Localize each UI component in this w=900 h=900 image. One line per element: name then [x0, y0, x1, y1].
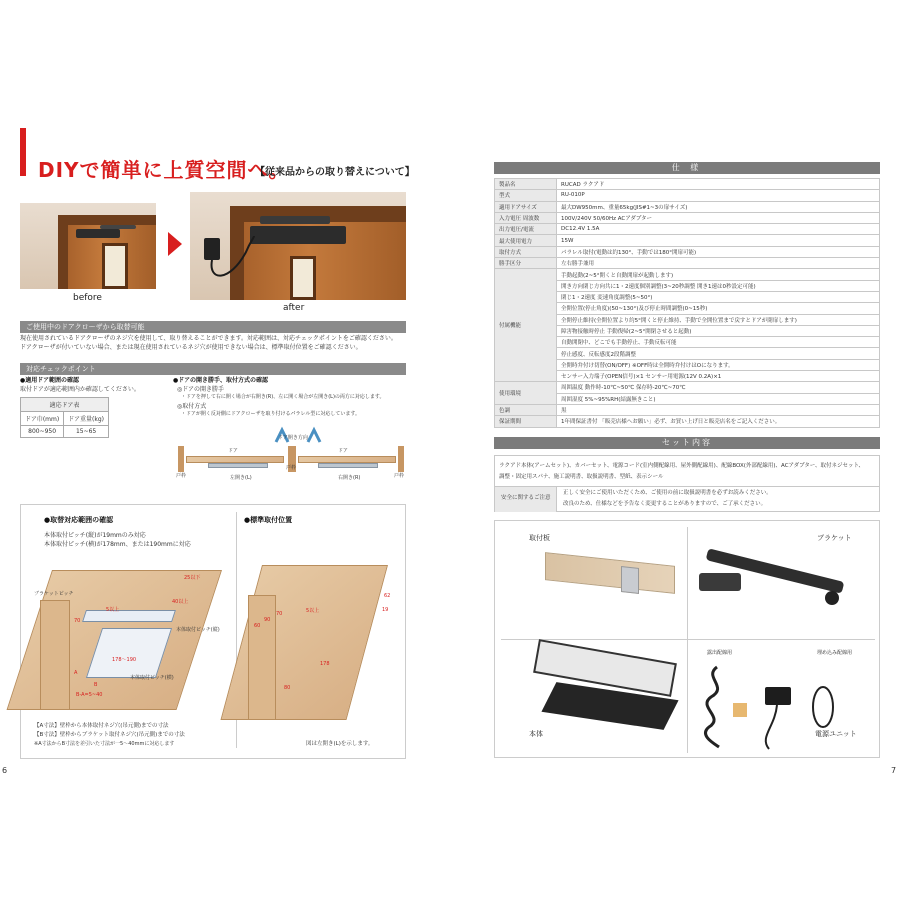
- before-label: before: [73, 293, 102, 303]
- spec-key: 製品名: [495, 179, 557, 190]
- replace-range-title: ●取替対応範囲の確認: [44, 516, 114, 524]
- spec-value: センサー入力端子(OPEN信号)×1 センサー用電源(12V 0.2A)×1: [557, 371, 880, 382]
- note-c: ※A寸法からB寸法を差引いた寸法が一5～40mmに対応します: [34, 741, 175, 747]
- right-open-label: 右開き(R): [338, 475, 361, 481]
- power-cord-icon: [689, 657, 879, 757]
- spec-value: 15W: [557, 235, 880, 246]
- safety-line-2: 改良のため、仕様などを予告なく変更することがありますので、ご了承ください。: [563, 501, 767, 507]
- dim-178-190: 178～190: [112, 657, 137, 663]
- spec-value: RUCAD ラクアド: [557, 179, 880, 190]
- usage-text-2: ドアクローザが付いていない場合、または現在使用されているネジ穴が使用できない場合は、標準取付位置をご確認ください。: [20, 344, 362, 351]
- door-weight-col: ドア重量(kg): [64, 412, 109, 426]
- bracket-label: ブラケット: [817, 534, 852, 542]
- door-range-title: ●適用ドア範囲の確認: [20, 377, 80, 384]
- set-line-2: 調整・固定用スパナ、施工説明書、取扱説明書、型紙、表示シール: [499, 474, 664, 480]
- spec-row: [495, 416, 880, 427]
- hand-title: ◎ドアの開き勝手: [177, 386, 225, 393]
- before-photo: [20, 203, 156, 289]
- frame-label-1: 戸枠: [176, 473, 187, 479]
- spec-key: 勝手区分: [495, 258, 557, 269]
- spec-key: 入力電圧 周波数: [495, 212, 557, 223]
- replacement-diagram: [34, 570, 224, 710]
- spec-value: 自動開閉中、どこでも手動停止、手動反転可能: [557, 337, 880, 348]
- bracket-pitch-label: ブラケットピッチ: [34, 591, 74, 597]
- spec-value: 閉じ1・2速度 変速角度調整(5~50°): [557, 291, 880, 302]
- usage-heading: ご使用中のドアクローザから取替可能: [20, 321, 406, 333]
- page-title: DIYで簡単に上質空間へ。: [38, 158, 290, 182]
- door-table-header: 適応ドア表: [21, 398, 109, 412]
- frame-label-2: 戸枠: [286, 465, 297, 471]
- page-number-right: 7: [891, 766, 897, 775]
- surface-wiring-label: 露出配線用: [707, 650, 733, 656]
- embedded-wiring-label: 埋め込み配線用: [817, 650, 853, 656]
- spec-key: 保証期間: [495, 416, 557, 427]
- spec-row: [495, 269, 880, 280]
- spec-row: [495, 404, 880, 415]
- spec-value: 全開時弁付け切替(ON/OFF) ※OFF時は全開時弁付けはOになります。: [557, 359, 880, 370]
- dim-b: B: [94, 682, 98, 688]
- spec-row: [495, 212, 880, 223]
- frame-label-3: 戸枠: [394, 473, 405, 479]
- push-direction-label: ドア開き方向: [278, 435, 308, 441]
- set-heading: セット内容: [494, 437, 880, 449]
- mount-plate-image: [545, 552, 675, 594]
- spec-value: パラレル取付(電動は約130°、手動では180°開扉可能): [557, 246, 880, 257]
- door-weight-value: 15~65: [64, 426, 109, 438]
- after-label: after: [283, 303, 305, 313]
- spec-key: 最大使用電力: [495, 235, 557, 246]
- std-dim-62: 62: [384, 593, 391, 599]
- spec-value: 左右勝手兼用: [557, 258, 880, 269]
- std-dim-19: 19: [382, 607, 389, 613]
- page-subtitle: 【従来品からの取り替えについて】: [255, 167, 415, 178]
- standard-position-title: ●標準取付位置: [244, 516, 293, 524]
- door-range-text: 取付ドアが適応範囲内か確認してください。: [20, 386, 140, 393]
- door-label-right: ドア: [338, 448, 348, 454]
- spec-row: [495, 179, 880, 190]
- spec-row: [495, 235, 880, 246]
- spec-table: [494, 178, 880, 428]
- power-unit-label: 電源ユニット: [815, 730, 857, 738]
- spec-key: 取付方式: [495, 246, 557, 257]
- cable-icon: [190, 192, 406, 300]
- spec-value: RU-010P: [557, 190, 880, 201]
- set-line-1: ラクアド本体(アームセット)、カバーセット、電源コード(室内側配線用、屋外側配線用)、配線BOX(外部配線用)、ACアダプター、取付ネジセット、: [499, 463, 865, 469]
- dim-5: 5以上: [106, 607, 120, 613]
- standard-note: 図は左開き(L)を示します。: [306, 741, 374, 747]
- spec-value: 開き方向閉じ方向共に1・2速度個別調整(3~20秒調整 開き1速は0秒設定可能): [557, 280, 880, 291]
- spec-row: [495, 224, 880, 235]
- after-photo: [190, 192, 406, 300]
- spec-value: 100V/240V 50/60Hz ACアダプター: [557, 212, 880, 223]
- replace-line-2: 本体取付ピッチ(横)が178mm、または190mmに対応: [44, 541, 191, 548]
- title-accent-bar: [20, 128, 26, 176]
- spec-value: 停止感度、反転感度2段階調整: [557, 348, 880, 359]
- dim-25: 25以下: [184, 575, 201, 581]
- body-pitch-v-label: 本体取付ピッチ(縦): [176, 627, 220, 633]
- door-width-value: 800~950: [21, 426, 64, 438]
- spec-key: 色調: [495, 404, 557, 415]
- std-dim-90: 90: [264, 617, 271, 623]
- door-opening-diagram: [178, 426, 406, 486]
- dim-40: 40以上: [172, 599, 189, 605]
- left-open-label: 左開き(L): [230, 475, 252, 481]
- replace-line-1: 本体取付ピッチ(縦)が19mmのみ対応: [44, 532, 146, 539]
- spec-value: 障害物接触時停止 手動復帰(2~5°開閉させると起動): [557, 325, 880, 336]
- usage-text-1: 現在使用されているドアクローザのネジ穴を使用して、取り替えることができます。対応範囲は、対応チェックポイントをご確認ください。: [20, 335, 397, 342]
- opening-title: ●ドアの開き勝手、取付方式の確認: [173, 377, 269, 384]
- spec-value: 全開位置(停止角度)(50~130°)及び停止時間調整(0~15秒): [557, 303, 880, 314]
- std-dim-70: 70: [276, 611, 283, 617]
- mount-title: ◎取付方式: [177, 403, 207, 410]
- spec-value: 手動起動(2~5°開くと自動開扉が起動します): [557, 269, 880, 280]
- mount-plate-label: 取付板: [529, 534, 550, 542]
- dim-70: 70: [74, 618, 81, 624]
- body-pitch-h-label: 本体取付ピッチ(横): [130, 675, 174, 681]
- body-label: 本体: [529, 730, 543, 738]
- spec-value: 1年間保証書付 「販売店様へお願い」必ず、お買い上げ日と販売店名をご記入ください。: [557, 416, 880, 427]
- safety-line-1: 正しく安全にご使用いただくため、ご使用の前に取扱説明書を必ずお読みください。: [563, 490, 772, 496]
- spec-heading: 仕 様: [494, 162, 880, 174]
- spec-value: 周囲温度 動作時-10℃~50℃ 保存時-20℃~70℃: [557, 382, 880, 393]
- spec-value: 最大DW950mm、重量65kg(JIS#1~3の扉サイズ): [557, 201, 880, 212]
- note-a: 【A寸法】壁枠から本体取付ネジ穴(吊元側)までの寸法: [34, 723, 169, 729]
- door-label-left: ドア: [228, 448, 238, 454]
- spec-value: 周囲湿度 5%~95%RH(結露無きこと): [557, 393, 880, 404]
- spec-key: 型式: [495, 190, 557, 201]
- spec-key: 出力電圧/電流: [495, 224, 557, 235]
- door-width-col: ドア巾(mm): [21, 412, 64, 426]
- spec-value: 全開停止維持(全開位置より約5°開くと停止維持、手動で全開位置まで戻すとドアが閉扉します): [557, 314, 880, 325]
- spec-value: 黒: [557, 404, 880, 415]
- parts-panel: [494, 520, 880, 758]
- std-dim-80: 80: [284, 685, 291, 691]
- page-number-left: 6: [2, 766, 8, 775]
- dim-a: A: [74, 670, 78, 676]
- spec-value: DC12.4V 1.5A: [557, 224, 880, 235]
- dim-b-minus-a: B-A=5~40: [76, 692, 103, 698]
- hand-text: ・ドアを押して右に開く場合が右開き(R)、左に開く場合が左開き(L)の両方に対応します。: [181, 394, 385, 400]
- mount-text: ・ドアが開く反対側にドアクローザを取り付けるパラレル型に対応しています。: [181, 411, 361, 417]
- std-dim-178: 178: [320, 661, 330, 667]
- spec-key: 適用ドアサイズ: [495, 201, 557, 212]
- door-range-table: [20, 397, 109, 438]
- std-dim-5: 5以上: [306, 608, 320, 614]
- std-dim-60: 60: [254, 623, 261, 629]
- spec-row: [495, 258, 880, 269]
- note-b: 【B寸法】壁枠からブラケット取付ネジ穴(吊元側)までの寸法: [34, 732, 185, 738]
- standard-position-diagram: [244, 565, 394, 720]
- spec-row: [495, 190, 880, 201]
- spec-row: [495, 246, 880, 257]
- set-contents-box: [494, 455, 880, 512]
- spec-row: [495, 382, 880, 393]
- arrow-right-icon: [168, 232, 182, 256]
- spec-key: 使用環境: [495, 382, 557, 405]
- spec-key: 付属機能: [495, 269, 557, 382]
- check-heading: 対応チェックポイント: [20, 363, 406, 375]
- spec-row: [495, 201, 880, 212]
- safety-key: 安全に関するご注意: [501, 495, 551, 501]
